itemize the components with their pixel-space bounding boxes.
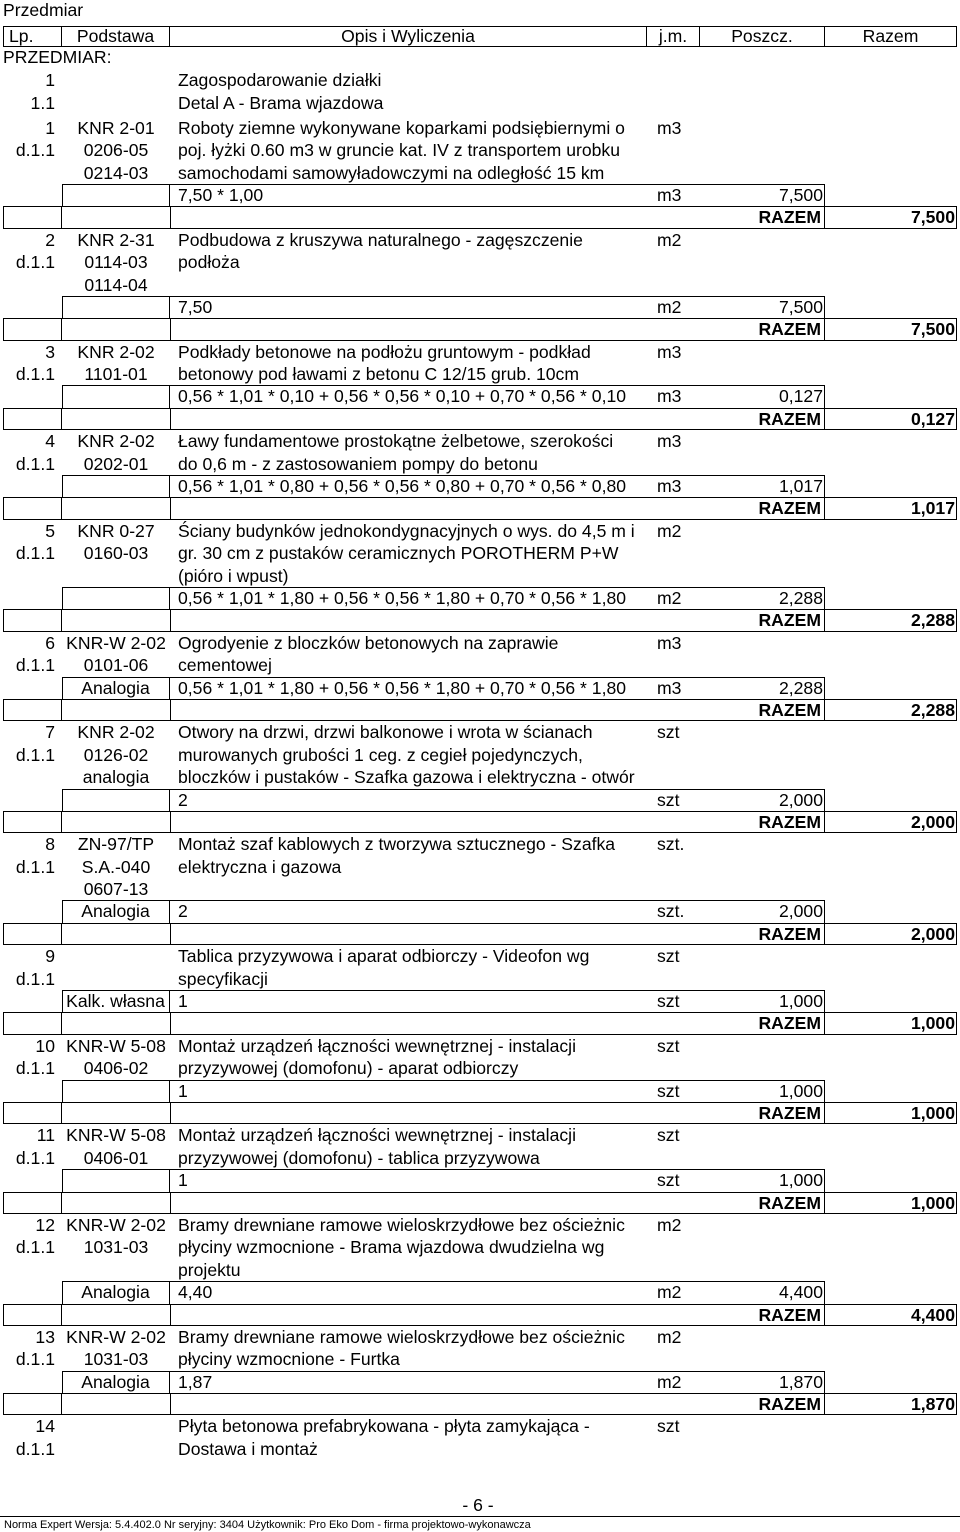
calculation-basis: Analogia (62, 1371, 170, 1393)
position-line (0, 542, 960, 564)
calculation-formula: 0,56 * 1,01 * 0,10 + 0,56 * 0,56 * 0,10 + 0,70 * 0,56 * 0,10 (178, 386, 627, 407)
calculation-unit: m3 (657, 677, 682, 698)
unit: m3 (657, 117, 682, 138)
unit: szt (657, 946, 680, 967)
calculation-row (0, 385, 960, 407)
basis-code: 1031-03 (83, 1349, 149, 1370)
basis-code: 0126-02 (83, 744, 149, 765)
description-line: bloczków i pustaków - Szafka gazowa i elektryczna - otwór (178, 767, 635, 788)
calculation-row (0, 296, 960, 318)
calculation-formula: 1 (178, 1080, 188, 1101)
calculation-unit: szt. (657, 901, 685, 922)
position-line (0, 565, 960, 587)
total-label: RAZEM (170, 923, 825, 945)
position-line (0, 341, 960, 363)
position-code: d.1.1 (15, 252, 55, 273)
position-code: d.1.1 (15, 968, 55, 989)
unit: m2 (657, 229, 682, 250)
position-line (0, 744, 960, 766)
description-line: Płyta betonowa prefabrykowana - płyta zamykająca - (178, 1416, 590, 1437)
group-row (0, 69, 960, 92)
total-label: RAZEM (170, 1393, 825, 1415)
position-number: 13 (35, 1326, 55, 1347)
position-line (0, 654, 960, 676)
basis-code: 0101-06 (83, 655, 149, 676)
basis-code: S.A.-040 (81, 856, 151, 877)
calculation-formula: 1 (178, 1170, 188, 1191)
calculation-unit: szt (657, 991, 680, 1012)
header-opis: Opis i Wyliczenia (170, 26, 647, 47)
unit: m2 (657, 520, 682, 541)
position-line (0, 430, 960, 452)
description-line: Roboty ziemne wykonywane koparkami podsiębiernymi o (178, 117, 625, 138)
position-line (0, 1438, 960, 1460)
position-number: 14 (35, 1416, 55, 1437)
calculation-formula: 7,50 * 1,00 (178, 184, 264, 205)
total-row (0, 497, 960, 519)
table-header (0, 26, 960, 47)
calculation-unit: m3 (657, 184, 682, 205)
footer-text: Norma Expert Wersja: 5.4.402.0 Nr seryjny: 3404 Użytkownik: Pro Eko Dom - firma projektowo-wykonawcza (4, 1519, 531, 1531)
position-line (0, 878, 960, 900)
description-line: Ławy fundamentowe prostokątne żelbetowe, szerokości (178, 431, 614, 452)
description-line: płyciny wzmocnione - Brama wjazdowa dwudzielna wg (178, 1237, 605, 1258)
description-line: Bramy drewniane ramowe wieloskrzydłowe bez ościeżnic (178, 1326, 625, 1347)
position-block (0, 1326, 960, 1416)
calculation-basis (62, 475, 170, 497)
position-line (0, 1348, 960, 1370)
calculation-value: 1,000 (778, 1170, 823, 1191)
position-line (0, 363, 960, 385)
position-code: d.1.1 (15, 1438, 55, 1459)
basis-code: 0160-03 (83, 543, 149, 564)
total-row (0, 1393, 960, 1415)
basis-code: KNR-W 2-02 (66, 1326, 166, 1347)
position-block (0, 430, 960, 520)
calculation-value: 2,000 (778, 901, 823, 922)
basis-code: KNR-W 5-08 (66, 1035, 166, 1056)
total-value: 1,870 (910, 1394, 955, 1415)
calculation-value: 2,288 (778, 677, 823, 698)
description-line: Ściany budynków jednokondygnacyjnych o wys. do 4,5 m i (178, 520, 635, 541)
total-label: RAZEM (170, 1012, 825, 1034)
position-line (0, 856, 960, 878)
calculation-unit: m3 (657, 476, 682, 497)
total-value: 1,000 (910, 1013, 955, 1034)
description-line: Montaż urządzeń łączności wewnętrznej - instalacji (178, 1035, 576, 1056)
unit: szt. (657, 834, 685, 855)
description-line: płyciny wzmocnione - Furtka (178, 1349, 400, 1370)
total-label: RAZEM (170, 609, 825, 631)
calculation-unit: szt (657, 789, 680, 810)
total-label: RAZEM (170, 206, 825, 228)
position-block (0, 1214, 960, 1326)
basis-code: KNR 2-01 (77, 117, 155, 138)
position-line (0, 1236, 960, 1258)
basis-code: 1031-03 (83, 1237, 149, 1258)
description-line: podłoża (178, 252, 240, 273)
total-label: RAZEM (170, 699, 825, 721)
description-line: Podkłady betonowe na podłożu gruntowym - podkład (178, 341, 591, 362)
basis-code: 0214-03 (83, 162, 149, 183)
basis-code: KNR 2-02 (77, 431, 155, 452)
total-value: 1,000 (910, 1192, 955, 1213)
description-line: Dostawa i montaż (178, 1438, 318, 1459)
position-line (0, 453, 960, 475)
calculation-formula: 1,87 (178, 1371, 213, 1392)
description-line: murowanych grubości 1 ceg. z cegieł pojedynczych, (178, 744, 583, 765)
position-code: d.1.1 (15, 140, 55, 161)
description-line: (pióro i wpust) (178, 565, 289, 586)
total-value: 2,288 (910, 610, 955, 631)
calculation-row (0, 1080, 960, 1102)
position-block (0, 1035, 960, 1125)
header-unit: j.m. (647, 26, 700, 47)
basis-code: 0114-04 (84, 274, 148, 295)
calculation-row (0, 789, 960, 811)
header-podstawa: Podstawa (62, 26, 170, 47)
total-row (0, 408, 960, 430)
position-number: 11 (36, 1125, 55, 1146)
total-value: 4,400 (910, 1304, 955, 1325)
position-code: d.1.1 (15, 1237, 55, 1258)
unit: szt (657, 1125, 680, 1146)
calculation-basis (62, 587, 170, 609)
basis-code: 0206-05 (83, 140, 149, 161)
calculation-basis (62, 385, 170, 407)
calculation-formula: 0,56 * 1,01 * 0,80 + 0,56 * 0,56 * 0,80 + 0,70 * 0,56 * 0,80 (178, 476, 627, 497)
calculation-formula: 7,50 (178, 296, 213, 317)
calculation-basis: Analogia (62, 900, 170, 922)
position-block (0, 632, 960, 722)
total-value: 2,288 (910, 699, 955, 720)
total-label: RAZEM (170, 1192, 825, 1214)
calculation-value: 1,000 (778, 1080, 823, 1101)
calculation-basis: Kalk. własna (62, 990, 170, 1012)
calculation-basis (62, 296, 170, 318)
description-line: Tablica przyzywowa i aparat odbiorczy - Videofon wg (178, 946, 590, 967)
unit: m3 (657, 431, 682, 452)
position-line (0, 1214, 960, 1236)
calculation-row (0, 1281, 960, 1303)
description-line: specyfikacji (178, 968, 268, 989)
total-row (0, 609, 960, 631)
total-value: 2,000 (910, 811, 955, 832)
position-number: 12 (35, 1214, 55, 1235)
calculation-value: 0,127 (778, 386, 823, 407)
position-line (0, 632, 960, 654)
position-code: d.1.1 (15, 1058, 55, 1079)
basis-code: KNR 0-27 (77, 520, 155, 541)
total-label: RAZEM (170, 1102, 825, 1124)
basis-code: 0406-02 (83, 1058, 149, 1079)
description-line: projektu (178, 1259, 241, 1280)
description-line: samochodami samowyładowczymi na odległość 15 km (178, 162, 605, 183)
position-block (0, 721, 960, 833)
description-line: poj. łyżki 0.60 m3 w gruncie kat. IV z transportem urobku (178, 140, 620, 161)
calculation-row (0, 475, 960, 497)
description-line: Ogrodyenie z bloczków betonowych na zaprawie (178, 632, 559, 653)
total-row (0, 1192, 960, 1214)
calculation-row (0, 587, 960, 609)
position-number: 1 (45, 117, 55, 138)
calculation-value: 2,000 (778, 789, 823, 810)
position-number: 4 (45, 431, 55, 452)
unit: m3 (657, 632, 682, 653)
group-name: Zagospodarowanie działki (178, 70, 382, 90)
position-line (0, 274, 960, 296)
position-line (0, 520, 960, 542)
basis-code: 0607-13 (83, 879, 149, 900)
position-number: 6 (45, 632, 55, 653)
description-line: Podbudowa z kruszywa naturalnego - zagęszczenie (178, 229, 583, 250)
position-line (0, 721, 960, 743)
position-block (0, 1415, 960, 1460)
position-number: 8 (45, 834, 55, 855)
basis-code: 1101-01 (84, 364, 148, 385)
description-line: przyzywowej (domofonu) - aparat odbiorczy (178, 1058, 519, 1079)
calculation-row (0, 900, 960, 922)
calculation-value: 7,500 (778, 184, 823, 205)
basis-code: KNR-W 5-08 (66, 1125, 166, 1146)
calculation-unit: m2 (657, 1371, 682, 1392)
total-label: RAZEM (170, 1304, 825, 1326)
position-line (0, 945, 960, 967)
basis-code: 0114-03 (84, 252, 148, 273)
description-line: Montaż urządzeń łączności wewnętrznej - instalacji (178, 1125, 576, 1146)
description-line: betonowy pod ławami z betonu C 12/15 grub. 10cm (178, 364, 579, 385)
position-number: 2 (45, 229, 55, 250)
unit: szt (657, 1416, 680, 1437)
position-line (0, 1057, 960, 1079)
total-label: RAZEM (170, 497, 825, 519)
header-lp: Lp. (3, 26, 62, 47)
position-line (0, 1415, 960, 1437)
total-row (0, 923, 960, 945)
position-line (0, 162, 960, 184)
header-razem: Razem (825, 26, 957, 47)
document-title: Przedmiar (3, 0, 84, 20)
calculation-unit: szt (657, 1170, 680, 1191)
section-label: PRZEDMIAR: (3, 47, 112, 67)
position-line (0, 766, 960, 788)
position-code: d.1.1 (15, 655, 55, 676)
description-line: cementowej (178, 655, 272, 676)
description-line: do 0,6 m - z zastosowaniem pompy do betonu (178, 453, 538, 474)
position-block (0, 945, 960, 1035)
calculation-unit: szt (657, 1080, 680, 1101)
calculation-row (0, 1169, 960, 1191)
position-block (0, 117, 960, 229)
position-line (0, 229, 960, 251)
description-line: Bramy drewniane ramowe wieloskrzydłowe bez ościeżnic (178, 1214, 625, 1235)
basis-code: analogia (82, 767, 150, 788)
description-line: Montaż szaf kablowych z tworzywa sztucznego - Szafka (178, 834, 616, 855)
basis-code: ZN-97/TP (77, 834, 155, 855)
calculation-formula: 1 (178, 991, 188, 1012)
total-row (0, 1304, 960, 1326)
basis-code: KNR-W 2-02 (66, 1214, 166, 1235)
position-code: d.1.1 (15, 453, 55, 474)
unit: m2 (657, 1214, 682, 1235)
calculation-row (0, 677, 960, 699)
total-label: RAZEM (170, 811, 825, 833)
position-line (0, 833, 960, 855)
position-code: d.1.1 (15, 856, 55, 877)
unit: szt (657, 722, 680, 743)
position-number: 7 (45, 722, 55, 743)
position-line (0, 251, 960, 273)
unit: m2 (657, 1326, 682, 1347)
position-line (0, 117, 960, 139)
position-number: 10 (35, 1035, 55, 1056)
group-name: Detal A - Brama wjazdowa (178, 93, 384, 113)
total-row (0, 1102, 960, 1124)
group-number: 1.1 (30, 93, 55, 113)
group-headings (0, 69, 960, 115)
calculation-basis (62, 789, 170, 811)
total-row (0, 811, 960, 833)
position-line (0, 968, 960, 990)
description-line: Otwory na drzwi, drzwi balkonowe i wrota w ścianach (178, 722, 593, 743)
group-row (0, 92, 960, 115)
footer-rule (0, 1516, 960, 1517)
calculation-unit: m2 (657, 588, 682, 608)
calculation-unit: m2 (657, 296, 682, 317)
description-line: elektryczna i gazowa (178, 856, 342, 877)
calculation-basis: Analogia (62, 1281, 170, 1303)
position-block (0, 520, 960, 632)
basis-code: 0202-01 (83, 453, 149, 474)
position-number: 5 (45, 520, 55, 541)
total-value: 0,127 (910, 408, 955, 429)
description-line: gr. 30 cm z pustaków ceramicznych POROTHERM P+W (178, 543, 619, 564)
total-value: 7,500 (910, 207, 955, 228)
header-poszcz: Poszcz. (700, 26, 825, 47)
total-value: 1,000 (910, 1102, 955, 1123)
calculation-value: 1,870 (778, 1371, 823, 1392)
positions-list (0, 117, 960, 1460)
calculation-basis: Analogia (62, 677, 170, 699)
position-code: d.1.1 (15, 744, 55, 765)
calculation-value: 1,017 (778, 476, 823, 497)
calculation-formula: 4,40 (178, 1282, 213, 1303)
position-block (0, 341, 960, 431)
position-line (0, 1259, 960, 1281)
calculation-formula: 0,56 * 1,01 * 1,80 + 0,56 * 0,56 * 1,80 + 0,70 * 0,56 * 1,80 (178, 588, 627, 608)
position-code: d.1.1 (15, 1147, 55, 1168)
basis-code: KNR 2-02 (77, 341, 155, 362)
calculation-formula: 2 (178, 789, 188, 810)
total-label: RAZEM (170, 318, 825, 340)
position-line (0, 1035, 960, 1057)
position-line (0, 1326, 960, 1348)
basis-code: 0406-01 (83, 1147, 149, 1168)
position-line (0, 1147, 960, 1169)
position-code: d.1.1 (15, 1349, 55, 1370)
position-block (0, 229, 960, 341)
unit: szt (657, 1035, 680, 1056)
total-value: 7,500 (910, 319, 955, 340)
calculation-value: 4,400 (778, 1282, 823, 1303)
description-line: przyzywowej (domofonu) - tablica przyzywowa (178, 1147, 540, 1168)
calculation-basis (62, 1080, 170, 1102)
calculation-value: 1,000 (778, 991, 823, 1012)
position-number: 3 (45, 341, 55, 362)
calculation-basis (62, 184, 170, 206)
calculation-value: 2,288 (778, 588, 823, 608)
group-number: 1 (45, 70, 55, 90)
calculation-unit: m3 (657, 386, 682, 407)
total-row (0, 699, 960, 721)
calculation-row (0, 990, 960, 1012)
position-block (0, 1124, 960, 1214)
calculation-formula: 2 (178, 901, 188, 922)
calculation-basis (62, 1169, 170, 1191)
total-label: RAZEM (170, 408, 825, 430)
total-row (0, 206, 960, 228)
calculation-row (0, 184, 960, 206)
total-value: 2,000 (910, 923, 955, 944)
calculation-unit: m2 (657, 1282, 682, 1303)
calculation-row (0, 1371, 960, 1393)
total-row (0, 1012, 960, 1034)
position-number: 9 (45, 946, 55, 967)
position-line (0, 1124, 960, 1146)
position-block (0, 833, 960, 945)
basis-code: KNR 2-02 (77, 722, 155, 743)
position-code: d.1.1 (15, 543, 55, 564)
position-code: d.1.1 (15, 364, 55, 385)
basis-code: KNR-W 2-02 (66, 632, 166, 653)
calculation-formula: 0,56 * 1,01 * 1,80 + 0,56 * 0,56 * 1,80 + 0,70 * 0,56 * 1,80 (178, 677, 627, 698)
total-value: 1,017 (910, 498, 955, 519)
unit: m3 (657, 341, 682, 362)
basis-code: KNR 2-31 (77, 229, 155, 250)
position-line (0, 139, 960, 161)
page-number: - 6 - (462, 1495, 494, 1515)
total-row (0, 318, 960, 340)
calculation-value: 7,500 (778, 296, 823, 317)
